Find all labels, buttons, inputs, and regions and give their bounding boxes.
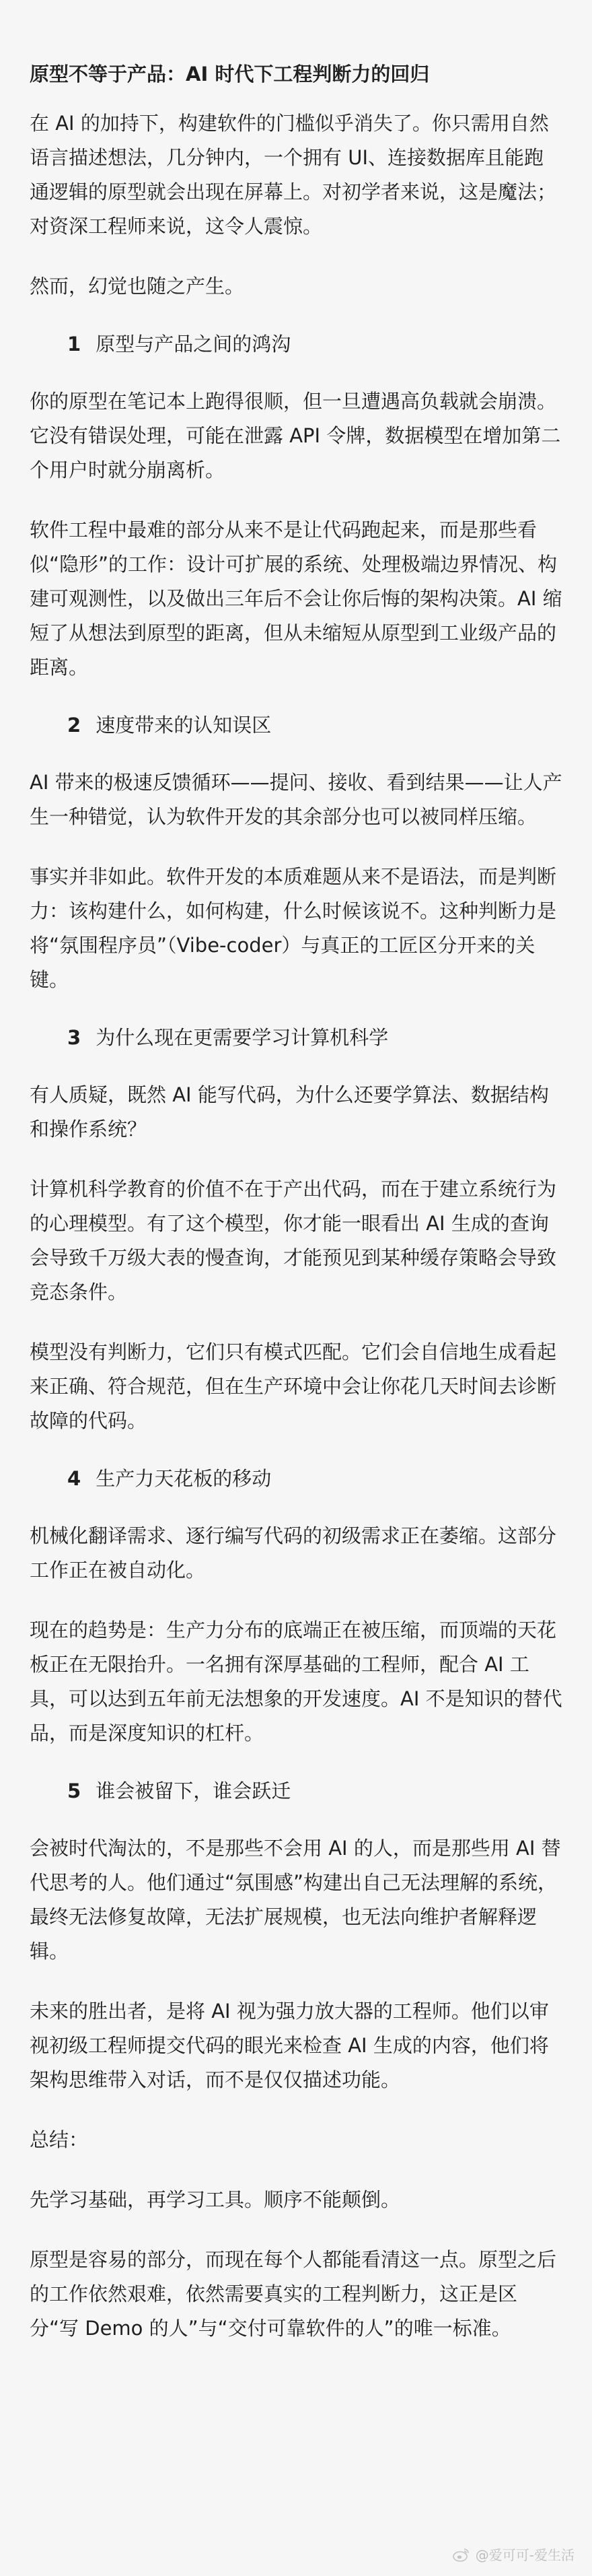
article-title: 原型不等于产品：AI 时代下工程判断力的回归 xyxy=(30,63,430,86)
intro-paragraph-2: 然而，幻觉也随之产生。 xyxy=(30,275,245,298)
summary-paragraph-1: 先学习基础，再学习工具。顺序不能颠倒。 xyxy=(30,2188,401,2211)
section-number: 2 xyxy=(67,714,81,737)
section-heading-text: 速度带来的认知误区 xyxy=(96,714,272,737)
section-heading-text: 谁会被留下，谁会跃迁 xyxy=(96,1780,291,1802)
section-3-paragraph-1: 有人质疑，既然 AI 能写代码，为什么还要学算法、数据结构和操作系统？ xyxy=(30,1083,549,1141)
section-1-heading xyxy=(30,329,562,359)
section-1-paragraph-1: 你的原型在笔记本上跑得很顺，但一旦遭遇高负载就会崩溃。它没有错误处理，可能在泄露 API 令牌，数据模型在增加第二个用户时就分崩离析。 xyxy=(30,390,561,481)
summary-paragraph-2: 原型是容易的部分，而现在每个人都能看清这一点。原型之后的工作依然艰难，依然需要真实的工程判断力，这正是区分“写 Demo 的人”与“交付可靠软件的人”的唯一标准。 xyxy=(30,2248,557,2340)
section-heading-text: 生产力天花板的移动 xyxy=(96,1467,272,1490)
section-2-paragraph-1: AI 带来的极速反馈循环——提问、接收、看到结果——让人产生一种错觉，认为软件开发的其余部分也可以被同样压缩。 xyxy=(30,771,562,828)
section-5-heading xyxy=(30,1776,562,1806)
section-2-paragraph-2: 事实并非如此。软件开发的本质难题从来不是语法，而是判断力：该构建什么，如何构建，什么时候该说不。这种判断力是将“氛围程序员”（Vibe-coder）与真正的工匠区分开来的关键。 xyxy=(30,865,557,991)
section-5-paragraph-1: 会被时代淘汰的，不是那些不会用 AI 的人，而是那些用 AI 替代思考的人。他们通过“氛围感”构建出自己无法理解的系统，最终无法修复故障，无法扩展规模，也无法向维护者解释逻辑。 xyxy=(30,1837,561,1963)
watermark-text: @爱可可-爱生活 xyxy=(475,2547,575,2563)
intro-paragraph-1: 在 AI 的加持下，构建软件的门槛似乎消失了。你只需用自然语言描述想法，几分钟内，一个拥有 UI、连接数据库且能跑通逻辑的原型就会出现在屏幕上。对初学者来说，这是魔法；对资深工程师来说，这令人震惊。 xyxy=(30,112,557,238)
section-2-heading xyxy=(30,710,562,740)
section-5-paragraph-2: 未来的胜出者，是将 AI 视为强力放大器的工程师。他们以审视初级工程师提交代码的眼光来检查 AI 生成的内容，他们将架构思维带入对话，而不是仅仅描述功能。 xyxy=(30,2000,549,2091)
weibo-icon xyxy=(453,2547,470,2562)
weibo-watermark xyxy=(453,2544,575,2564)
section-4-paragraph-1: 机械化翻译需求、逐行编写代码的初级需求正在萎缩。这部分工作正在被自动化。 xyxy=(30,1524,557,1582)
section-4-paragraph-2: 现在的趋势是：生产力分布的底端正在被压缩，而顶端的天花板正在无限抬升。一名拥有深厚基础的工程师，配合 AI 工具，可以达到五年前无法想象的开发速度。AI 不是知识的替代品，而是深度知识的杠杆。 xyxy=(30,1619,562,1744)
section-number: 3 xyxy=(67,1026,81,1049)
section-4-heading xyxy=(30,1464,562,1493)
section-1-paragraph-2: 软件工程中最难的部分从来不是让代码跑起来，而是那些看似“隐形”的工作：设计可扩展的系统、处理极端边界情况、构建可观测性，以及做出三年后不会让你后悔的架构决策。AI 缩短了从想法到原型的距离，但从未缩短从原型到工业级产品的距离。 xyxy=(30,518,562,679)
section-number: 4 xyxy=(67,1467,81,1490)
section-heading-text: 原型与产品之间的鸿沟 xyxy=(96,333,291,355)
section-3-heading xyxy=(30,1023,562,1052)
section-heading-text: 为什么现在更需要学习计算机科学 xyxy=(96,1026,389,1049)
summary-label: 总结： xyxy=(30,2128,89,2151)
section-3-paragraph-2: 计算机科学教育的价值不在于产出代码，而在于建立系统行为的心理模型。有了这个模型，你才能一眼看出 AI 生成的查询会导致千万级大表的慢查询，才能预见到某种缓存策略会导致竞态条件。 xyxy=(30,1178,557,1303)
section-3-paragraph-3: 模型没有判断力，它们只有模式匹配。它们会自信地生成看起来正确、符合规范，但在生产环境中会让你花几天时间去诊断故障的代码。 xyxy=(30,1341,557,1432)
section-number: 1 xyxy=(67,333,81,355)
section-number: 5 xyxy=(67,1780,81,1802)
